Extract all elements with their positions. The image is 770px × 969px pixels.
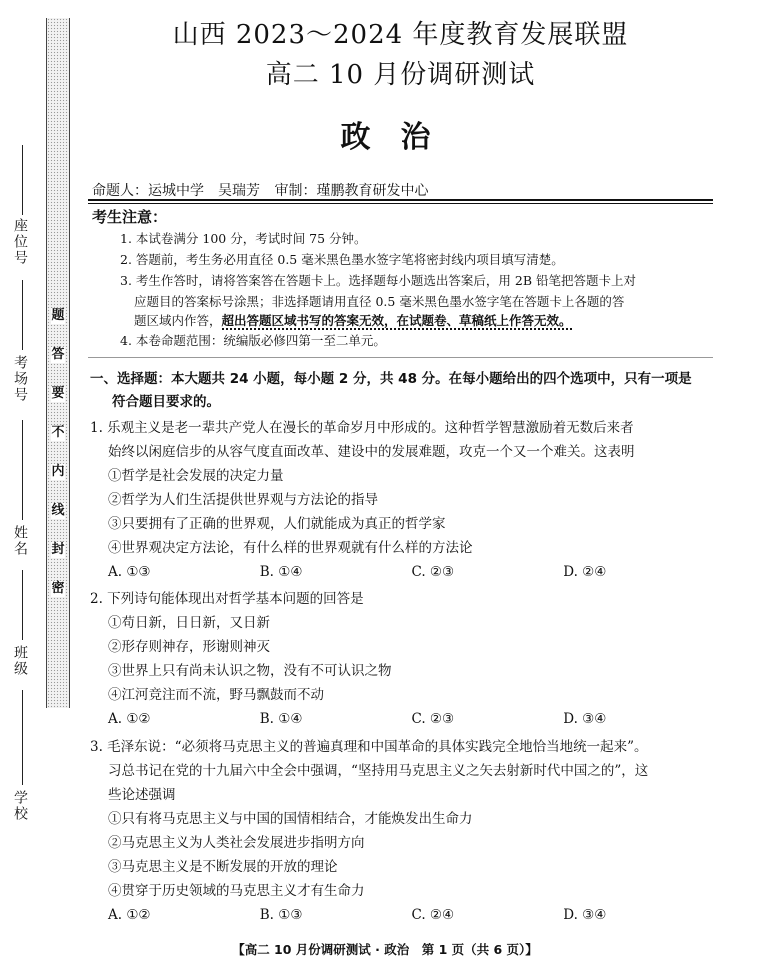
statement-item: ①只有将马克思主义与中国的国情相结合，才能焕发出生命力 — [108, 811, 473, 827]
statement-item: ③马克思主义是不断发展的开放的理论 — [108, 859, 338, 875]
option-d: D. ③④ — [563, 711, 607, 727]
question-stem — [90, 416, 715, 464]
seal-char: 密 — [51, 581, 65, 596]
subject-title: 政治 — [340, 120, 461, 155]
seal-char: 要 — [51, 386, 65, 401]
section-line: 符合题目要求的。 — [112, 394, 220, 410]
option-b: B. ①③ — [259, 907, 303, 923]
seat-number-label: 座位号 — [12, 218, 28, 266]
class-label: 班级 — [12, 645, 28, 677]
name-label: 姓名 — [12, 525, 28, 557]
statement-item: ④贯穿于历史领域的马克思主义才有生命力 — [108, 883, 365, 899]
stem-line: 些论述强调 — [108, 787, 176, 803]
answer-options — [90, 903, 715, 927]
reviewer-text: 审制：瑾鹏教育研发中心 — [274, 183, 429, 199]
stem-line: 习总书记在党的十九届六中全会中强调，“坚持用马克思主义之矢去射新时代中国之的”，这 — [108, 763, 649, 779]
section-line: 一、选择题：本大题共 24 小题，每小题 2 分，共 48 分。在每小题给出的四个选项中，只有一项是 — [90, 371, 692, 387]
class-underline — [22, 570, 23, 640]
statement-item: ④世界观决定方法论，有什么样的世界观就有什么样的方法论 — [108, 540, 473, 556]
binding-margin — [0, 0, 48, 969]
name-underline — [22, 420, 23, 520]
option-a: A. ①② — [108, 711, 151, 727]
question-3 — [90, 735, 715, 927]
statement-item: ③只要拥有了正确的世界观，人们就能成为真正的哲学家 — [108, 516, 446, 532]
exam-room-label: 考场号 — [12, 355, 28, 403]
option-c: C. ②③ — [411, 711, 455, 727]
stem-line: 3. 毛泽东说：“必须将马克思主义的普遍真理和中国革命的具体实践完全地恰当地统一起来”。 — [90, 739, 648, 755]
school-underline — [22, 690, 23, 785]
question-stem — [90, 735, 715, 807]
notice-item: 1. 本试卷满分 100 分，考试时间 75 分钟。 — [120, 231, 367, 246]
statement-item: ②形存则神存，形谢则神灭 — [108, 639, 270, 655]
notice-item: 4. 本卷命题范围：统编版必修四第一至二单元。 — [120, 333, 386, 348]
exam-subtitle: 高二 10 月份调研测试 — [265, 60, 536, 90]
notice-warning: 超出答题区域书写的答案无效，在试题卷、草稿纸上作答无效。 — [221, 313, 572, 328]
seal-char: 题 — [51, 308, 65, 323]
option-d: D. ③④ — [563, 907, 607, 923]
notice-item: 2. 答题前，考生务必用直径 0.5 毫米黑色墨水签字笔将密封线内项目填写清楚。 — [120, 252, 564, 267]
question-stem — [90, 587, 715, 611]
seal-line-text — [47, 308, 69, 597]
divider — [88, 199, 713, 201]
section-heading — [90, 368, 715, 414]
option-a: A. ①② — [108, 907, 151, 923]
seal-char: 封 — [51, 542, 65, 557]
seal-char: 线 — [51, 503, 65, 518]
seal-line-strip — [46, 18, 70, 708]
page-footer: 【高二 10 月份调研测试 · 政治 第 1 页（共 6 页）】 — [232, 942, 538, 957]
answer-options — [90, 707, 715, 731]
notice-heading: 考生注意： — [92, 208, 168, 226]
statement-item: ②哲学为人们生活提供世界观与方法论的指导 — [108, 492, 378, 508]
seal-char: 内 — [51, 464, 65, 479]
exam-room-underline — [22, 280, 23, 350]
option-c: C. ②③ — [411, 564, 455, 580]
question-2 — [90, 587, 715, 731]
divider — [88, 357, 713, 358]
statement-item: ①苟日新，日日新，又日新 — [108, 615, 270, 631]
seal-char: 不 — [51, 425, 65, 440]
answer-options — [90, 560, 715, 584]
stem-line: 2. 下列诗句能体现出对哲学基本问题的回答是 — [90, 591, 364, 607]
option-b: B. ①④ — [259, 564, 303, 580]
option-b: B. ①④ — [259, 711, 303, 727]
option-a: A. ①③ — [108, 564, 151, 580]
notice-item: 应题目的答案标号涂黑；非选择题请用直径 0.5 毫米黑色墨水签字笔在答题卡上各题的答 — [134, 294, 625, 309]
notice-text: 题区域内作答， — [134, 313, 222, 328]
notice-item: 3. 考生作答时，请将答案答在答题卡上。选择题每小题选出答案后，用 2B 铅笔把答题卡上对 — [120, 273, 636, 288]
option-c: C. ②④ — [411, 907, 455, 923]
seat-underline — [22, 145, 23, 215]
school-label: 学校 — [12, 790, 28, 822]
stem-line: 1. 乐观主义是老一辈共产党人在漫长的革命岁月中形成的。这种哲学智慧激励着无数后来者 — [90, 420, 634, 436]
statement-item: ②马克思主义为人类社会发展进步指明方向 — [108, 835, 365, 851]
stem-line: 始终以闲庭信步的从容气度直面改革、建设中的发展难题，攻克一个又一个难关。这表明 — [108, 444, 635, 460]
statement-item: ①哲学是社会发展的决定力量 — [108, 468, 284, 484]
divider — [88, 203, 713, 204]
statement-item: ③世界上只有尚未认识之物，没有不可认识之物 — [108, 663, 392, 679]
author-line — [92, 180, 438, 200]
seal-char: 答 — [51, 347, 65, 362]
statement-item: ④江河竞注而不流，野马飘鼓而不动 — [108, 687, 324, 703]
author-text: 命题人：运城中学 吴瑞芳 — [92, 183, 260, 199]
question-1 — [90, 416, 715, 584]
option-d: D. ②④ — [563, 564, 607, 580]
exam-title: 山西 2023～2024 年度教育发展联盟 — [172, 20, 629, 50]
